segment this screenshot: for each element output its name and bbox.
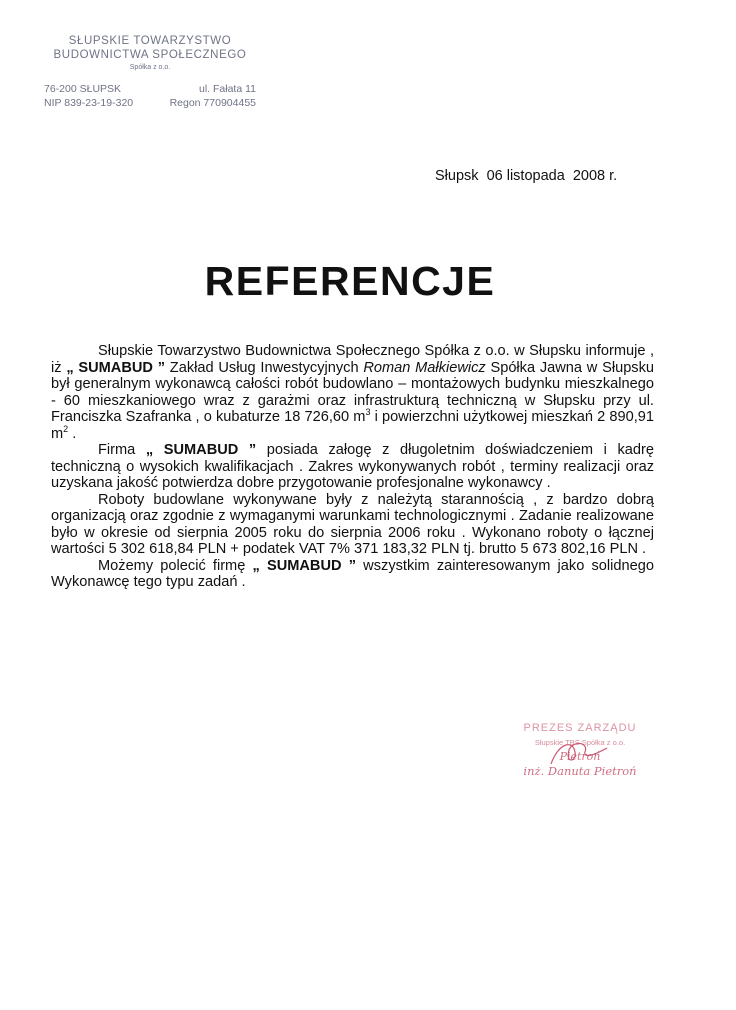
signatory-name: inż. Danuta Pietroń: [523, 764, 637, 778]
document-body: [51, 343, 654, 591]
stamp-regon: Regon 770904455: [169, 97, 256, 109]
stamp-registration-row: [40, 96, 260, 110]
paragraph-1: [51, 343, 654, 442]
p1-text-b: Zakład Usług Inwestycyjnych: [165, 359, 364, 376]
stamp-postal: 76-200 SŁUPSK: [44, 83, 122, 95]
p4-company-name: „ SUMABUD ”: [252, 557, 357, 574]
p2-text-a: Firma: [98, 442, 146, 458]
stamp-company-line2: BUDOWNICTWA SPOŁECZNEGO: [53, 49, 247, 61]
stamp-company-form: Spółka z o.o.: [129, 64, 171, 71]
stamp-nip: NIP 839-23-19-320: [44, 97, 134, 109]
p1-text-e: .: [68, 425, 77, 442]
document-date: Słupsk 06 listopada 2008 r.: [435, 168, 618, 184]
p2-text-b: posiada załogę z długoletnim doświadczeniem i kadrę techniczną o wysokich kwalifikacjach . Zakres wykonywanych robót , terminy realizacji oraz uzyskana jakość potwierdza dobre przygotowanie profesjonalne wykonawcy .: [51, 442, 654, 491]
stamp-street: ul. Fałata 11: [198, 83, 256, 95]
p1-text-d: i powierzchni użytkowej mieszkań 2 890,91 m: [51, 409, 654, 442]
p1-owner-name: Roman Małkiewicz: [363, 359, 486, 376]
handwritten-signature: Pietroń: [559, 750, 601, 763]
paragraph-2: [51, 442, 654, 492]
p4-text-b: wszystkim zainteresowanym jako solidnego Wykonawcę tego typu zadań .: [51, 557, 654, 590]
signature-company: Słupskie TBS Spółka z o.o.: [534, 738, 626, 747]
stamp-address-row: [40, 82, 260, 96]
signature-stamp: [505, 722, 655, 778]
p4-text-a: Możemy polecić firmę: [98, 557, 253, 574]
paragraph-3: Roboty budowlane wykonywane były z należytą starannością , z bardzo dobrą organizacją oraz zgodnie z wymaganymi warunkami technologicznymi . Zadanie realizowane było w okresie od sierpnia 2005 roku do sierpnia 2006 roku . Wykonano roboty o łącznej wartości 5 302 618,84 PLN + podatek VAT 7% 371 183,32 PLN tj. brutto 5 673 802,16 PLN .: [51, 491, 654, 557]
p1-text-a: Słupskie Towarzystwo Budownictwa Społecznego Spółka z o.o. w Słupsku informuje , iż: [51, 343, 654, 376]
p1-sup-square: 2: [63, 423, 69, 434]
company-stamp: [40, 34, 260, 110]
paragraph-4: [51, 558, 654, 591]
p2-company-name: „ SUMABUD ”: [145, 442, 257, 458]
p1-sup-cubic: 3: [365, 407, 371, 418]
signature-role: PREZES ZARZĄDU: [523, 722, 637, 734]
signature-scribble-icon: [545, 738, 615, 768]
document-title: REFERENCJE: [204, 258, 496, 304]
stamp-company-line1: SŁUPSKIE TOWARZYSTWO: [68, 35, 232, 47]
p1-company-name: „ SUMABUD ”: [66, 359, 166, 376]
p1-text-c: Spółka Jawna w Słupsku był generalnym wykonawcą całości robót budowlano – montażowych budynku mieszkalnego - 60 mieszkaniowego wraz z garażmi oraz infrastrukturą techniczną w Słupsku przy ul. Franciszka Szafranka , o kubaturze 18 726,60 m: [51, 359, 655, 425]
